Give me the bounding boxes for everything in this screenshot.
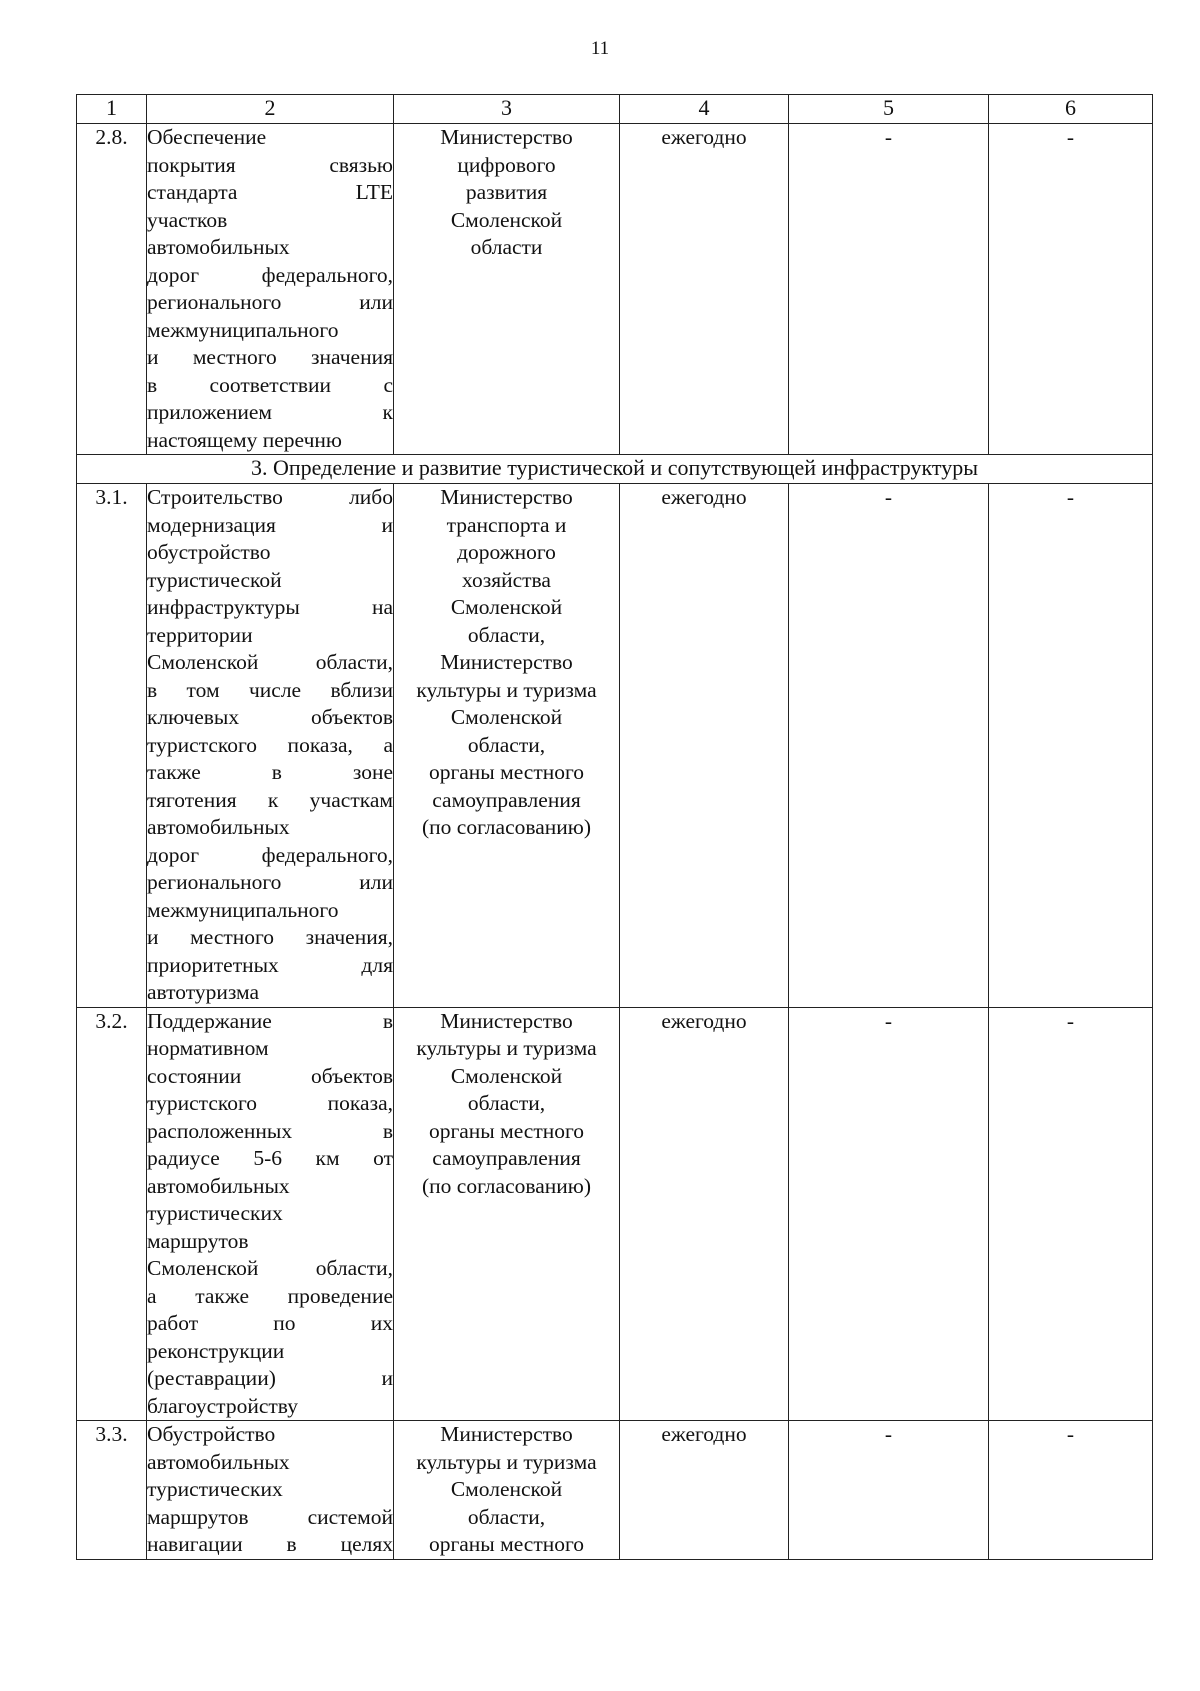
desc-line: настоящему перечню <box>147 427 342 452</box>
desc-line: благоустройству <box>147 1393 298 1418</box>
desc-line: регионального или <box>147 870 393 894</box>
desc-line: стандарта LTE <box>147 180 393 204</box>
execution-term: ежегодно <box>620 1007 789 1421</box>
desc-line: участков <box>147 207 228 232</box>
resp-line: Министерство <box>440 1422 573 1446</box>
desc-line: маршрутов системой <box>147 1504 393 1529</box>
desc-line: Обеспечение <box>147 125 267 149</box>
desc-line: инфраструктуры на <box>147 595 393 619</box>
desc-line: нормативном <box>147 1036 269 1060</box>
desc-line: Смоленской области, <box>147 650 393 674</box>
resp-line: области, <box>467 622 546 647</box>
desc-line: модернизация и <box>147 512 393 537</box>
desc-line: дорог федерального, <box>147 262 393 287</box>
table-row <box>77 484 1153 1008</box>
desc-line: покрытия связью <box>147 152 393 177</box>
measure-description <box>147 1007 394 1421</box>
resp-line: органы местного <box>428 760 585 784</box>
header-col-6: 6 <box>989 95 1153 124</box>
resp-line: Смоленской <box>450 595 563 619</box>
resp-line: органы местного <box>428 1532 585 1556</box>
resp-line: дорожного <box>457 540 556 564</box>
resp-line: Смоленской <box>450 1063 563 1088</box>
responsible-executor <box>394 1007 620 1421</box>
desc-line: Строительство либо <box>147 485 393 509</box>
desc-line: Смоленской области, <box>147 1256 393 1280</box>
desc-line: а также проведение <box>147 1283 393 1308</box>
desc-line: работ по их <box>147 1311 393 1335</box>
section-title: 3. Определение и развитие туристической и сопутствующей инфраструктуры <box>77 455 1153 484</box>
resp-line: культуры и туризма <box>416 677 597 702</box>
resp-line: Смоленской <box>450 705 563 729</box>
resp-line: (по согласованию) <box>421 815 592 839</box>
desc-line: расположенных в <box>147 1118 393 1143</box>
desc-line: Обустройство <box>147 1422 276 1446</box>
page-number: 11 <box>590 38 610 59</box>
table-row <box>77 124 1153 455</box>
desc-line: состоянии объектов <box>147 1063 393 1088</box>
resp-line: хозяйства <box>462 567 551 592</box>
resp-line: Смоленской <box>450 1477 563 1501</box>
desc-line: в том числе вблизи <box>147 677 393 702</box>
desc-line: ключевых объектов <box>147 705 393 729</box>
resp-line: развития <box>465 180 548 204</box>
resp-line: области, <box>467 732 546 757</box>
desc-line: автомобильных <box>147 1449 290 1474</box>
responsible-executor <box>394 124 620 455</box>
col-5-value: - <box>789 484 989 1008</box>
resp-line: культуры и туризма <box>416 1036 597 1060</box>
desc-line: приоритетных для <box>147 952 393 977</box>
col-6-value: - <box>989 484 1153 1008</box>
resp-line: самоуправления <box>432 1146 581 1170</box>
desc-line: (реставрации) и <box>147 1366 393 1390</box>
resp-line: Министерство <box>440 125 573 149</box>
desc-line: также в зоне <box>147 760 393 784</box>
col-5-value: - <box>789 124 989 455</box>
desc-line: реконструкции <box>147 1338 285 1363</box>
desc-line: и местного значения, <box>147 925 393 949</box>
resp-line: Министерство <box>440 1008 573 1033</box>
header-col-5: 5 <box>789 95 989 124</box>
header-col-4: 4 <box>620 95 789 124</box>
desc-line: дорог федерального, <box>147 842 393 867</box>
resp-line: органы местного <box>428 1118 585 1143</box>
resp-line: Министерство <box>440 650 573 674</box>
desc-line: межмуниципального <box>147 317 339 342</box>
resp-line: цифрового <box>457 152 556 177</box>
header-row <box>77 95 1153 124</box>
header-col-2: 2 <box>147 95 394 124</box>
desc-line: маршрутов <box>147 1228 249 1253</box>
header-col-1: 1 <box>77 95 147 124</box>
desc-line: обустройство <box>147 540 271 564</box>
measure-description <box>147 124 394 455</box>
resp-line: Министерство <box>440 485 573 509</box>
desc-line: туристической <box>147 567 282 592</box>
measure-description <box>147 1421 394 1560</box>
resp-line: области, <box>467 1091 546 1115</box>
section-row <box>77 455 1153 484</box>
execution-term: ежегодно <box>620 484 789 1008</box>
col-5-value: - <box>789 1007 989 1421</box>
resp-line: Смоленской <box>450 207 563 232</box>
desc-line: туристических <box>147 1201 283 1225</box>
header-col-3: 3 <box>394 95 620 124</box>
resp-line: самоуправления <box>432 787 581 812</box>
desc-line: регионального или <box>147 290 393 314</box>
desc-line: приложением к <box>147 400 393 424</box>
resp-line: области <box>470 235 543 259</box>
desc-line: автотуризма <box>147 980 260 1004</box>
row-number: 2.8. <box>77 124 147 455</box>
resp-line: (по согласованию) <box>421 1173 592 1198</box>
table-row <box>77 1007 1153 1421</box>
col-5-value: - <box>789 1421 989 1560</box>
resp-line: культуры и туризма <box>416 1449 597 1474</box>
measures-table <box>76 94 1153 1560</box>
desc-line: тяготения к участкам <box>147 787 393 812</box>
desc-line: радиусе 5-6 км от <box>147 1146 393 1170</box>
resp-line: транспорта и <box>446 512 567 537</box>
col-6-value: - <box>989 1421 1153 1560</box>
responsible-executor <box>394 1421 620 1560</box>
resp-line: области, <box>467 1504 546 1529</box>
execution-term: ежегодно <box>620 1421 789 1560</box>
desc-line: автомобильных <box>147 235 290 259</box>
row-number: 3.2. <box>77 1007 147 1421</box>
desc-line: навигации в целях <box>147 1532 393 1556</box>
desc-line: автомобильных <box>147 1173 290 1198</box>
desc-line: туристского показа, <box>147 1091 393 1115</box>
desc-line: межмуниципального <box>147 897 339 922</box>
desc-line: автомобильных <box>147 815 290 839</box>
measure-description <box>147 484 394 1008</box>
desc-line: туристических <box>147 1477 283 1501</box>
execution-term: ежегодно <box>620 124 789 455</box>
row-number: 3.3. <box>77 1421 147 1560</box>
table-row <box>77 1421 1153 1560</box>
desc-line: в соответствии с <box>147 372 393 397</box>
row-number: 3.1. <box>77 484 147 1008</box>
col-6-value: - <box>989 1007 1153 1421</box>
desc-line: и местного значения <box>147 345 393 369</box>
responsible-executor <box>394 484 620 1008</box>
desc-line: туристского показа, а <box>147 732 393 757</box>
col-6-value: - <box>989 124 1153 455</box>
desc-line: Поддержание в <box>147 1008 393 1033</box>
desc-line: территории <box>147 622 253 647</box>
